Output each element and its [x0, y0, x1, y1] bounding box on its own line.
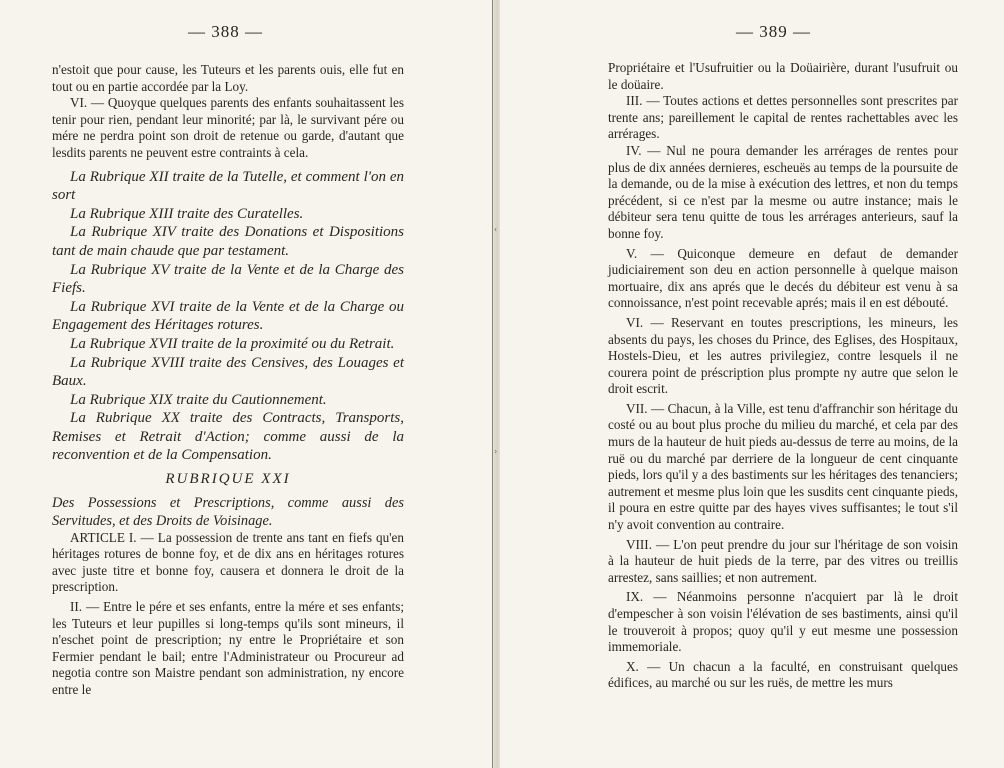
rubrique-heading: RUBRIQUE XXI — [165, 471, 291, 488]
rubrique-line: La Rubrique XVI traite de la Vente et de la Charge ou Engagement des Héritages rotures. — [52, 298, 404, 334]
paragraph: III. — Toutes actions et dettes personnelles sont prescrites par trente ans; pareillement le capital de rentes rachettables avec les arrérages. — [608, 93, 958, 142]
paragraph: n'estoit que pour cause, les Tuteurs et les parents ouis, elle fut en tout ou en partie accordée par la Loy. — [52, 62, 404, 94]
rubrique-line: La Rubrique XII traite de la Tutelle, et comment l'on en sort — [52, 168, 404, 204]
paragraph: X. — Un chacun a la faculté, en construisant quelques édifices, au marché ou sur les ruës, de mettre les murs — [608, 658, 958, 691]
article: II. — Entre le pére et ses enfants, entre la mére et ses enfants; les Tuteurs et leur pupilles si long-temps qu'ils sont mineurs, il n'eschet point de prescription; ny entre le Propriétaire et son Fermier pendant le bail; entre l'Administrateur ou Procureur ad negotia contre son Maistre pendant son administration, ny encore entre le — [52, 599, 404, 697]
rubrique-line: La Rubrique XVIII traite des Censives, des Louages et Baux. — [52, 354, 404, 390]
left-page-text — [52, 62, 404, 699]
paragraph: VIII. — L'on peut prendre du jour sur l'héritage de son voisin à la hauteur de huit pieds de la terre, par des vitres ou treillis arrestez, sans saillies; et non autrement. — [608, 536, 958, 585]
page-number-right: — 389 — — [736, 22, 811, 41]
paragraph: IX. — Néanmoins personne n'acquiert par là le droit d'empescher à son voisin l'élévation de ses bastiments, ainsi qu'il le trouveroit à propos; quoy qu'il y eut mesme une possession immemoriale. — [608, 589, 958, 655]
rubrique-line: La Rubrique XIV traite des Donations et Dispositions tant de main chaude que par testament. — [52, 224, 404, 259]
paragraph: IV. — Nul ne poura demander les arrérages de rentes pour plus de dix années dernieres, escheuës au temps de la poursuite de la demande, ou de la mise à exécution des lettres, et non du temps précédent, si ce n'est par la mesme ou autre instance; mais le débiteur sera tenu quitte de tous les arrérages anterieurs, sauf la bonne foy. — [608, 142, 958, 241]
rubrique-line: La Rubrique XVII traite de la proximité ou du Retrait. — [70, 335, 395, 352]
gutter-mark: ‹ — [494, 225, 498, 234]
right-page-text — [608, 60, 958, 692]
paragraph: VI. — Reservant en toutes prescriptions, les mineurs, les absents du pays, les choses du Prince, des Eglises, des Hospitaux, Hostels-Dieu, et les autres privilegiez, contre lesquels il ne courera point de préscription plus prompte ny autre que selon le droit escrit. — [608, 314, 958, 397]
rubrique-line: La Rubrique XIX traite du Cautionnement. — [70, 391, 327, 408]
rubrique-subheading: Des Possessions et Prescriptions, comme aussi des Servitudes, et des Droits de Voisinage. — [52, 494, 404, 529]
article: ARTICLE I. — La possession de trente ans tant en fiefs qu'en héritages rotures de bonne foy, et de dix ans en héritages rotures avec juste titre et bonne foy, causera et donnera le droit de la prescription. — [52, 529, 404, 595]
left-page — [0, 0, 492, 768]
paragraph: V. — Quiconque demeure en defaut de demander judiciairement son deu en action personnelle à quelque maison mortuaire, dix ans aprés que le decés du débiteur est venu à sa connoissance, n'est point recevable aprés; mais il en est débouté. — [608, 245, 958, 311]
rubrique-line: La Rubrique XIII traite des Curatelles. — [70, 205, 304, 222]
paragraph: VII. — Chacun, à la Ville, est tenu d'affranchir son héritage du costé ou au bout plus proche du milieu du marché, et cela par des murs de la hauteur de huit pieds au-dessus de terre au moins, de la ruë ou du marché par derriere de la longueur de cent cinquante pieds, lors qu'il y a des bastiments sur les héritages des tenanciers; autrement et mesme plus loin que les susdits cent cinquante pieds, il poura en estre quitte par des hayes vives suffisantes; le tout s'il n'y avoit convention au contraire. — [608, 400, 958, 533]
page-number-left: — 388 — — [188, 22, 263, 41]
gutter-mark: › — [494, 447, 498, 456]
right-page — [500, 0, 1004, 768]
paragraph: Propriétaire et l'Usufruitier ou la Doüairière, durant l'usufruit ou le doüaire. — [608, 60, 958, 92]
paragraph: VI. — Quoyque quelques parents des enfants souhaitassent les tenir pour rien, pendant leur minorité; par là, le survivant pére ou mére ne perdra point son droit de retenue ou garde, d'autant que lesdits parents ne peuvent estre contraints à cela. — [52, 95, 404, 160]
rubrique-line: La Rubrique XX traite des Contracts, Transports, Remises et Retrait d'Action; comme aussi de la reconvention et de la Compensation. — [52, 410, 404, 464]
rubrique-line: La Rubrique XV traite de la Vente et de la Charge des Fiefs. — [52, 261, 404, 297]
